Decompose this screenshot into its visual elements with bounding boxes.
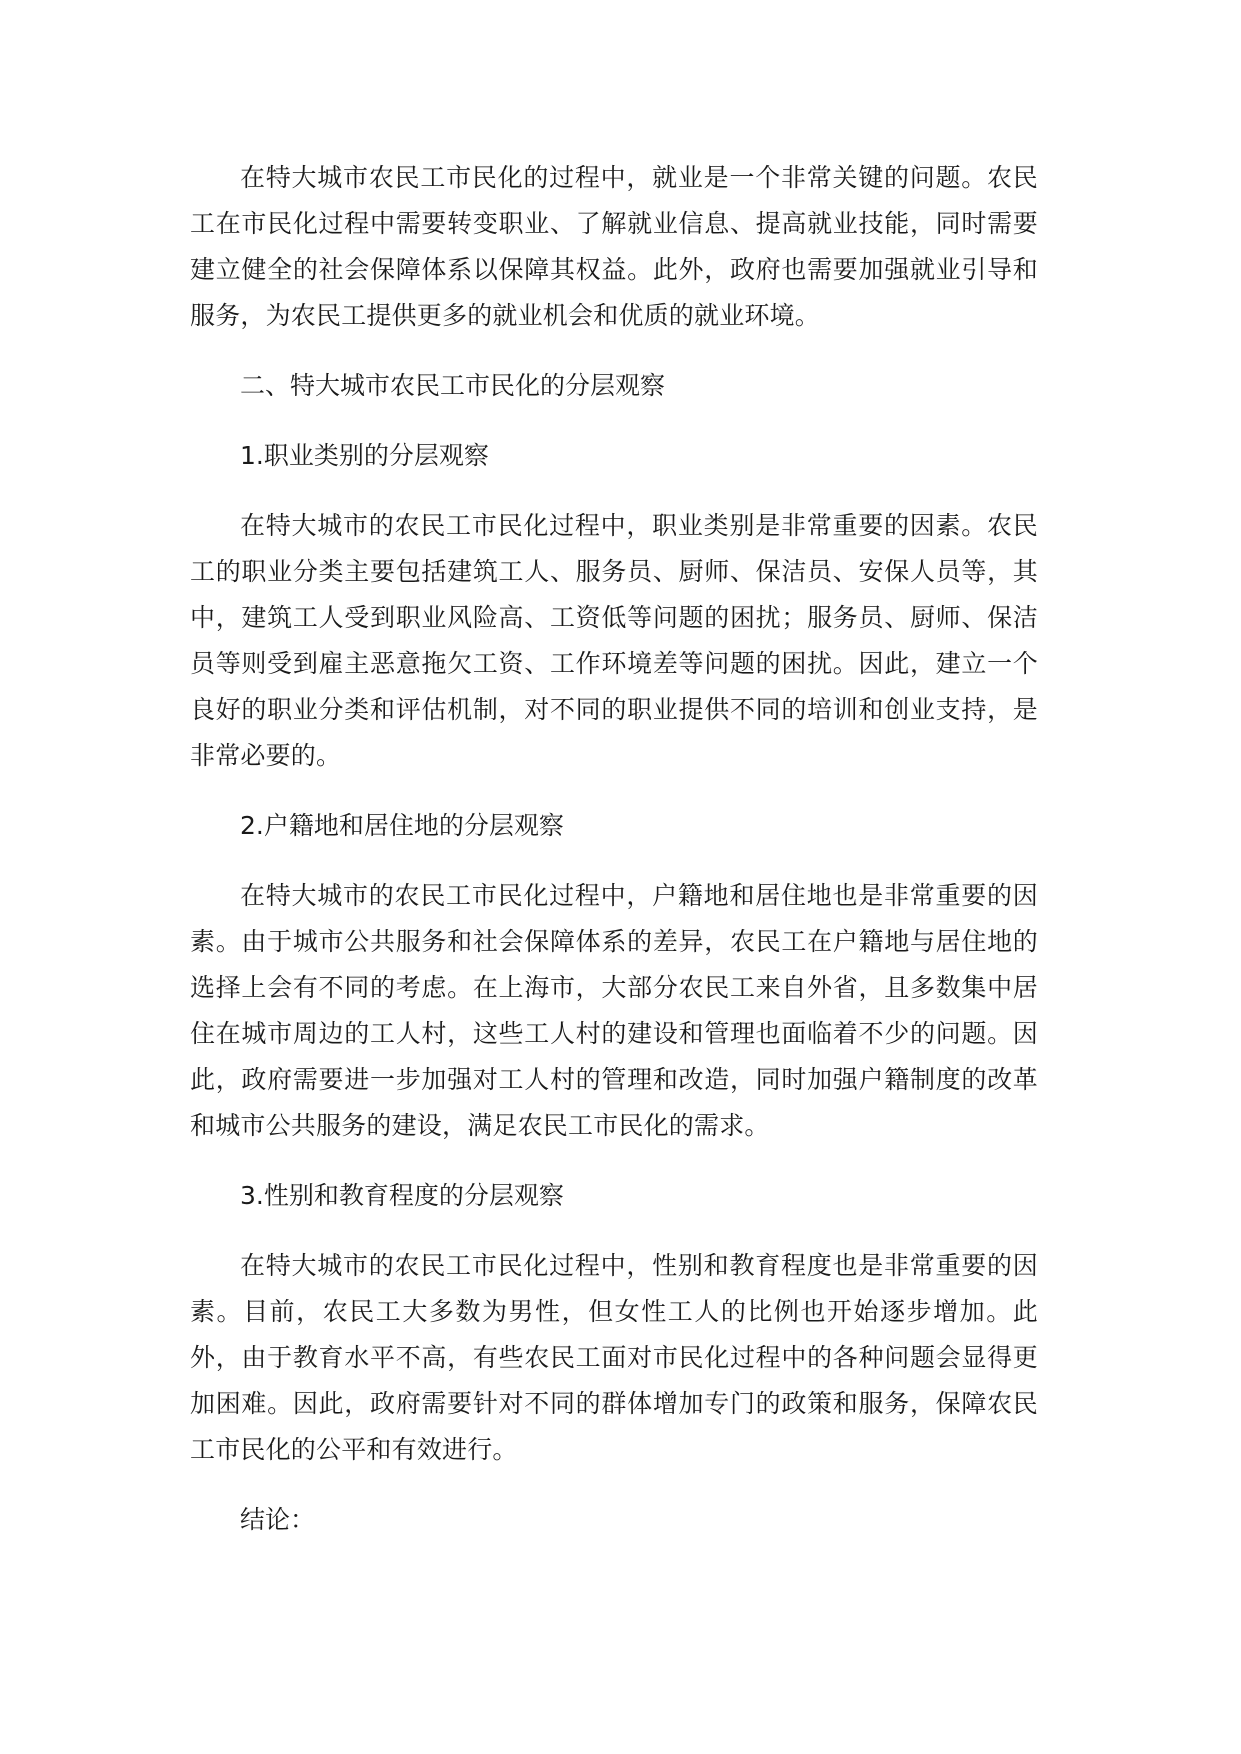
document-body: [190, 155, 1038, 1567]
subheading-occupation: 1.职业类别的分层观察: [240, 441, 489, 470]
subheading-residence: 2.户籍地和居住地的分层观察: [240, 811, 564, 840]
subheading-gender-education: 3.性别和教育程度的分层观察: [240, 1181, 564, 1210]
paragraph-gender-education: 在特大城市的农民工市民化过程中，性别和教育程度也是非常重要的因素。目前，农民工大多数为男性，但女性工人的比例也开始逐步增加。此外，由于教育水平不高，有些农民工面对市民化过程中的各种问题会显得更加困难。因此，政府需要针对不同的群体增加专门的政策和服务，保障农民工市民化的公平和有效进行。: [190, 1251, 1038, 1464]
conclusion-heading: 结论：: [240, 1505, 316, 1534]
paragraph-residence: 在特大城市的农民工市民化过程中，户籍地和居住地也是非常重要的因素。由于城市公共服务和社会保障体系的差异，农民工在户籍地与居住地的选择上会有不同的考虑。在上海市，大部分农民工来自外省，且多数集中居住在城市周边的工人村，这些工人村的建设和管理也面临着不少的问题。因此，政府需要进一步加强对工人村的管理和改造，同时加强户籍制度的改革和城市公共服务的建设，满足农民工市民化的需求。: [190, 881, 1038, 1140]
paragraph-employment: 在特大城市农民工市民化的过程中，就业是一个非常关键的问题。农民工在市民化过程中需要转变职业、了解就业信息、提高就业技能，同时需要建立健全的社会保障体系以保障其权益。此外，政府也需要加强就业引导和服务，为农民工提供更多的就业机会和优质的就业环境。: [190, 163, 1038, 330]
paragraph-occupation: 在特大城市的农民工市民化过程中，职业类别是非常重要的因素。农民工的职业分类主要包括建筑工人、服务员、厨师、保洁员、安保人员等，其中，建筑工人受到职业风险高、工资低等问题的困扰；服务员、厨师、保洁员等则受到雇主恶意拖欠工资、工作环境差等问题的困扰。因此，建立一个良好的职业分类和评估机制，对不同的职业提供不同的培训和创业支持，是非常必要的。: [190, 511, 1038, 770]
section-heading-stratified-observation: 二、特大城市农民工市民化的分层观察: [240, 371, 666, 400]
